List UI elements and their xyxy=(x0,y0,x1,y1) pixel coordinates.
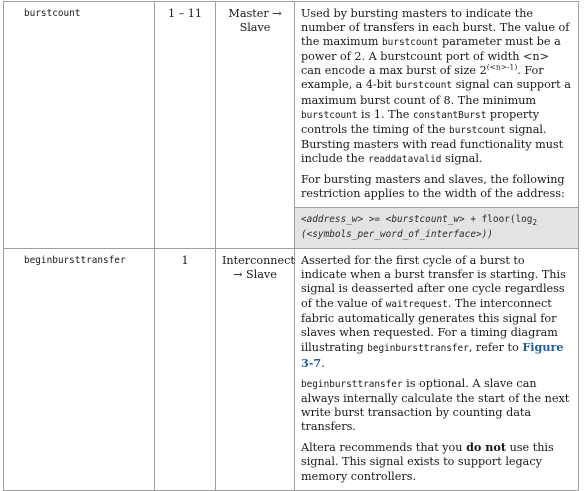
text-run: Asserted for the first cycle of a burst to indicate when a burst transfer is starting. This signal is deasserted after one cycle regardless of the value of xyxy=(301,254,566,310)
text-run: Used by bursting masters to indicate the number of transfers in each burst. The value of the maximum xyxy=(301,7,570,49)
signal-width-cell xyxy=(155,2,216,249)
code-token: <burstcount_w> xyxy=(385,214,465,226)
text-run: property controls the timing of the xyxy=(301,107,540,136)
signal-description xyxy=(295,2,578,207)
signal-direction-cell xyxy=(216,2,295,249)
code-token: (<symbols_per_word_of_interface>)) xyxy=(301,229,493,241)
signal-direction: Master → Slave xyxy=(228,7,282,35)
text-run: parameter must be a power of 2. A burstcount port of width <n> can encode a max burst of size 2 xyxy=(301,35,561,78)
description-paragraph xyxy=(301,254,572,371)
text-run: use this signal. This signal exists to support legacy memory controllers. xyxy=(301,441,554,483)
inline-code: readdatavalid xyxy=(368,153,442,165)
inline-code: waitrequest xyxy=(385,298,448,310)
signal-name-cell xyxy=(4,249,155,490)
inline-code: beginbursttransfer xyxy=(301,378,403,390)
code-token: <address_w> xyxy=(301,214,364,226)
inline-code: burstcount xyxy=(395,80,453,92)
signal-name: beginbursttransfer xyxy=(24,255,126,267)
code-token: >= xyxy=(363,214,386,226)
signal-direction: Interconnect → Slave xyxy=(222,254,295,282)
description-paragraph: For bursting masters and slaves, the following restriction applies to the width of the address: xyxy=(301,173,565,201)
description-paragraph xyxy=(301,7,572,167)
code-token: + floor(log xyxy=(464,214,533,226)
description-paragraph xyxy=(301,440,572,483)
inline-code: beginbursttransfer xyxy=(367,342,469,354)
signal-description-cell xyxy=(295,2,579,249)
inline-code: burstcount xyxy=(301,109,358,121)
signal-description-cell xyxy=(295,249,579,490)
text-run: signal. xyxy=(441,151,483,165)
signal-table xyxy=(3,1,579,491)
signal-width: 1 xyxy=(181,254,189,268)
text-run: , refer to xyxy=(468,340,523,354)
text-run: . The interconnect fabric automatically generates this signal for slaves when requested. For a timing diagram illustrating xyxy=(301,296,558,354)
text-run: is optional. A slave can always internally calculate the start of the next write burst transaction by counting data transfers. xyxy=(301,376,570,434)
signal-name-cell xyxy=(4,2,155,249)
text-run: signal can support a maximum burst count of 8. The minimum xyxy=(301,78,571,107)
bold-text: do not xyxy=(466,440,507,455)
description-paragraph xyxy=(301,377,572,434)
signal-name: burstcount xyxy=(24,8,81,19)
signal-width-cell xyxy=(155,249,216,490)
inline-code: constantBurst xyxy=(412,109,487,121)
text-run: . For example, a 4-bit xyxy=(301,64,544,92)
text-run: signal. Bursting masters with read functionality must include the xyxy=(301,122,564,165)
table-row-burstcount xyxy=(4,2,579,249)
inline-code: burstcount xyxy=(382,37,439,49)
text-run: is 1. The xyxy=(357,107,413,121)
subscript: 2 xyxy=(532,218,537,228)
signal-width: 1 – 11 xyxy=(167,7,203,20)
text-run: . xyxy=(321,356,325,370)
figure-link[interactable]: Figure 3-7 xyxy=(301,339,564,370)
table-row-beginbursttransfer xyxy=(4,249,579,490)
code-block xyxy=(295,207,578,248)
signal-description xyxy=(295,249,578,489)
text-run: Altera recommends that you xyxy=(301,441,467,455)
inline-code: burstcount xyxy=(449,124,506,136)
superscript: (<n>-1) xyxy=(486,62,518,72)
signal-direction-cell xyxy=(216,249,295,490)
